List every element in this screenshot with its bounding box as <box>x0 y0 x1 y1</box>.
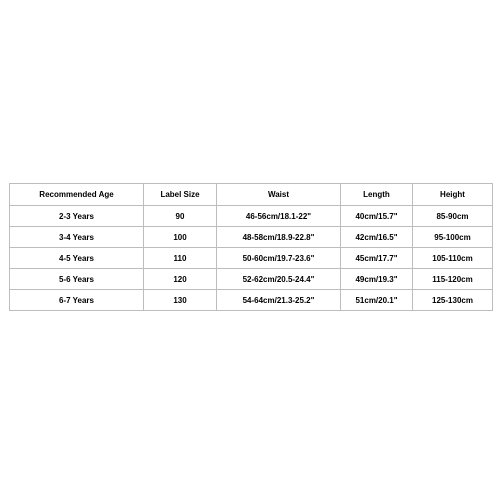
header-label-size: Label Size <box>144 184 217 206</box>
cell-height: 85-90cm <box>413 206 493 227</box>
table-row <box>10 248 493 269</box>
cell-age: 3-4 Years <box>10 227 144 248</box>
header-height: Height <box>413 184 493 206</box>
cell-length: 49cm/19.3" <box>341 269 413 290</box>
cell-age: 4-5 Years <box>10 248 144 269</box>
cell-length: 42cm/16.5" <box>341 227 413 248</box>
cell-age: 5-6 Years <box>10 269 144 290</box>
header-length: Length <box>341 184 413 206</box>
cell-waist: 54-64cm/21.3-25.2" <box>217 290 341 311</box>
table-row <box>10 269 493 290</box>
cell-label-size: 130 <box>144 290 217 311</box>
cell-height: 125-130cm <box>413 290 493 311</box>
table-row <box>10 227 493 248</box>
size-chart-table <box>9 183 493 311</box>
cell-label-size: 110 <box>144 248 217 269</box>
cell-length: 40cm/15.7" <box>341 206 413 227</box>
cell-height: 105-110cm <box>413 248 493 269</box>
cell-length: 51cm/20.1" <box>341 290 413 311</box>
cell-length: 45cm/17.7" <box>341 248 413 269</box>
cell-label-size: 100 <box>144 227 217 248</box>
cell-height: 115-120cm <box>413 269 493 290</box>
table-row <box>10 290 493 311</box>
cell-height: 95-100cm <box>413 227 493 248</box>
cell-waist: 52-62cm/20.5-24.4" <box>217 269 341 290</box>
cell-label-size: 90 <box>144 206 217 227</box>
cell-waist: 48-58cm/18.9-22.8" <box>217 227 341 248</box>
cell-waist: 46-56cm/18.1-22" <box>217 206 341 227</box>
cell-label-size: 120 <box>144 269 217 290</box>
table-row <box>10 206 493 227</box>
header-recommended-age: Recommended Age <box>10 184 144 206</box>
table-header-row <box>10 184 493 206</box>
cell-waist: 50-60cm/19.7-23.6" <box>217 248 341 269</box>
cell-age: 6-7 Years <box>10 290 144 311</box>
cell-age: 2-3 Years <box>10 206 144 227</box>
header-waist: Waist <box>217 184 341 206</box>
